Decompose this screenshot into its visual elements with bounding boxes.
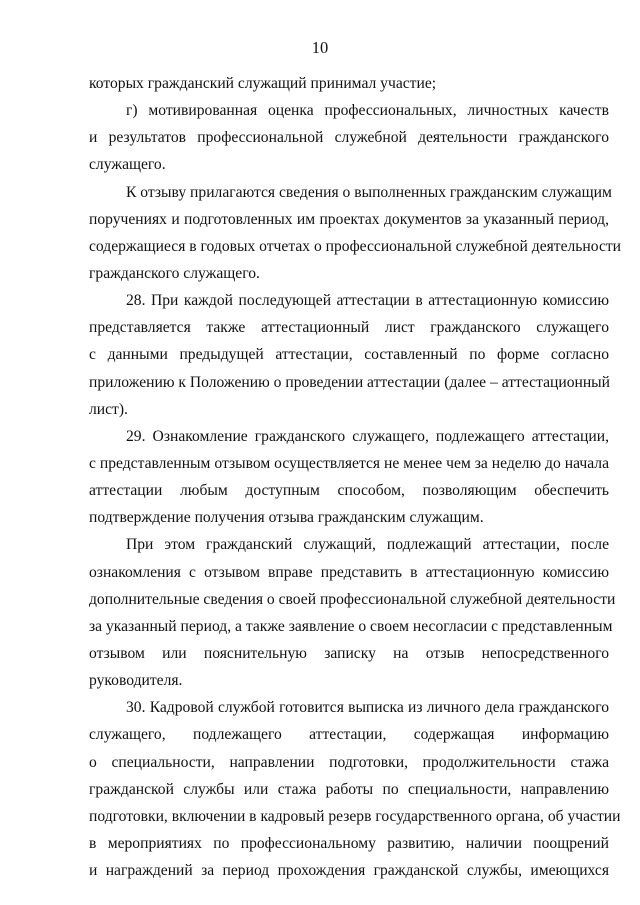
text-line: с представленным отзывом осуществляется не менее чем за неделю до начала: [89, 454, 609, 472]
text-line: за указанный период, а также заявление о своем несогласии с представленным: [89, 617, 613, 635]
text-line: дополнительные сведения о своей профессиональной служебной деятельности: [89, 590, 616, 608]
text-line: представляется также аттестационный лист гражданского служащего: [89, 319, 609, 337]
text-line: служащего, подлежащего аттестации, содержащая информацию: [89, 726, 609, 744]
text-line: подтверждение получения отзыва гражданским служащим.: [89, 509, 484, 527]
text-line: отзывом или пояснительную записку на отзыв непосредственного: [89, 644, 609, 662]
text-line: и результатов профессиональной служебной деятельности гражданского: [89, 129, 609, 147]
text-line: 29. Ознакомление гражданского служащего, подлежащего аттестации,: [126, 427, 609, 445]
text-line: При этом гражданский служащий, подлежащий аттестации, после: [126, 536, 609, 554]
text-line: подготовки, включении в кадровый резерв государственного органа, об участии: [89, 807, 621, 825]
text-line: содержащиеся в годовых отчетах о профессиональной служебной деятельности: [89, 237, 622, 255]
text-line: приложению к Положению о проведении аттестации (далее – аттестационный: [89, 373, 611, 391]
text-line: гражданского служащего.: [89, 264, 260, 282]
text-line: г) мотивированная оценка профессиональных, личностных качеств: [126, 102, 609, 120]
text-line: поручениях и подготовленных им проектах документов за указанный период,: [89, 210, 609, 228]
text-line: 28. При каждой последующей аттестации в аттестационную комиссию: [126, 292, 609, 310]
text-line: К отзыву прилагаются сведения о выполненных гражданским служащим: [126, 183, 612, 201]
text-line: служащего.: [89, 156, 166, 174]
text-line: и награждений за период прохождения гражданской службы, имеющихся: [89, 862, 609, 880]
body-text: [89, 70, 622, 884]
text-line: руководителя.: [89, 672, 183, 690]
text-line: гражданской службы или стажа работы по специальности, направлению: [89, 780, 609, 798]
text-line: в мероприятиях по профессиональному развитию, наличии поощрений: [89, 834, 609, 852]
text-line: которых гражданский служащий принимал участие;: [89, 75, 437, 92]
text-line: 30. Кадровой службой готовится выписка из личного дела гражданского: [126, 699, 609, 717]
text-line: аттестации любым доступным способом, позволяющим обеспечить: [89, 482, 609, 500]
text-line: ознакомления с отзывом вправе представить в аттестационную комиссию: [89, 563, 609, 581]
text-line: лист).: [89, 400, 128, 418]
text-line: с данными предыдущей аттестации, составленный по форме согласно: [89, 346, 609, 364]
page-number: 10: [311, 38, 329, 57]
text-line: о специальности, направлении подготовки, продолжительности стажа: [89, 753, 609, 771]
